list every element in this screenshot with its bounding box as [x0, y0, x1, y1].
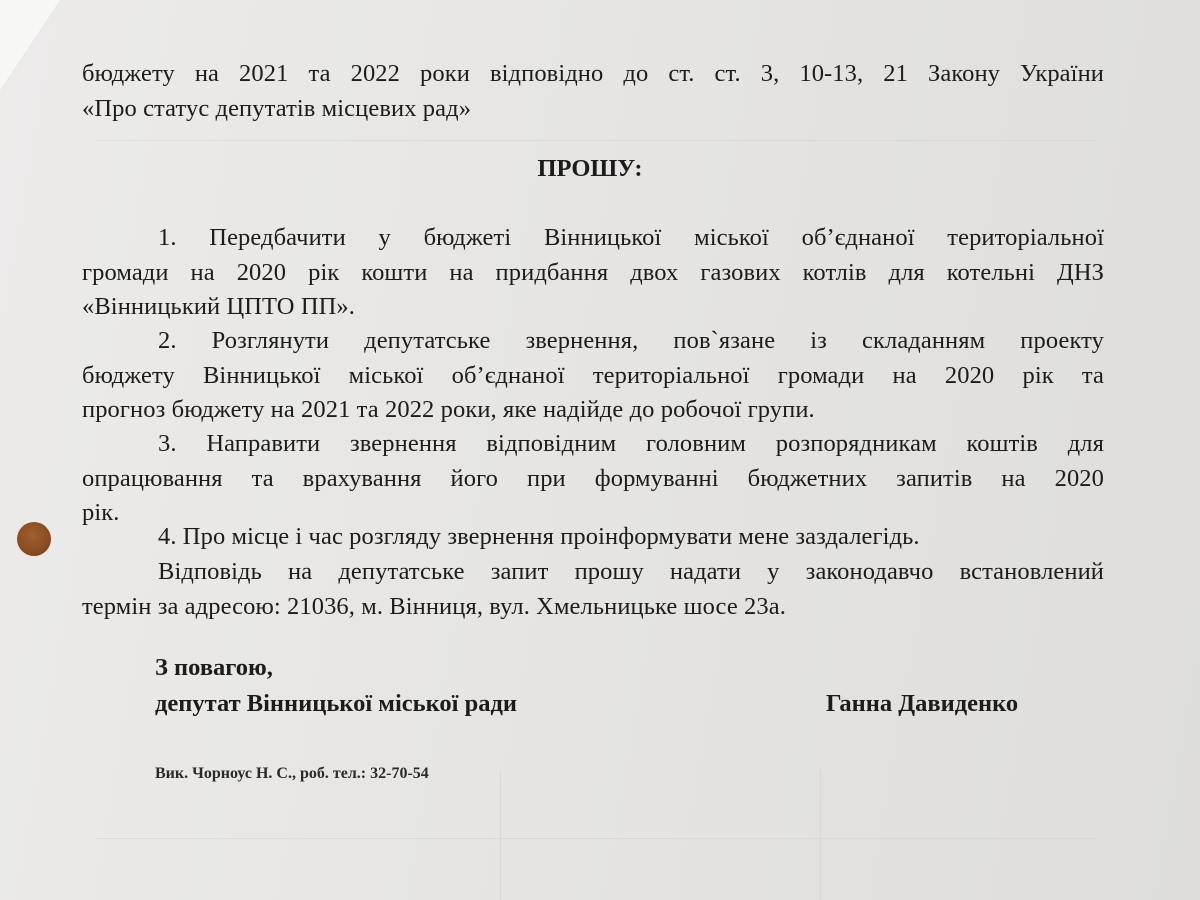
- bleed-line: [95, 838, 1095, 839]
- response-paragraph: [82, 555, 1104, 624]
- request-item-1: [82, 221, 1104, 325]
- closing-phrase: З повагою,: [155, 654, 273, 681]
- intro-line: бюджету на 2021 та 2022 роки відповідно до ст. ст. 3, 10-13, 21 Закону України: [82, 60, 1104, 87]
- request-item-2: [82, 324, 1104, 428]
- bleed-line: [820, 770, 821, 900]
- request-heading: ПРОШУ:: [537, 155, 643, 182]
- item-line: опрацювання та врахування його при формуванні бюджетних запитів на 2020: [82, 464, 1104, 492]
- bleed-line: [95, 140, 1095, 141]
- response-line: Відповідь на депутатське запит прошу надати у законодавчо встановлений: [158, 558, 1104, 585]
- bleed-line: [500, 770, 501, 900]
- item-line: бюджету Вінницької міської об’єднаної територіальної громади на 2020 рік та: [82, 361, 1104, 389]
- item-line: 1. Передбачити у бюджеті Вінницької міської об’єднаної територіальної: [158, 224, 1104, 251]
- item-line: 3. Направити звернення відповідним головним розпорядникам коштів для: [158, 430, 1104, 457]
- executor-note: Вик. Чорноус Н. С., роб. тел.: 32-70-54: [155, 765, 429, 782]
- item-line: рік.: [82, 499, 120, 526]
- page-fold: [0, 0, 60, 90]
- item-line: «Вінницький ЦПТО ПП».: [82, 293, 355, 320]
- item-line: громади на 2020 рік кошти на придбання двох газових котлів для котельні ДНЗ: [82, 258, 1104, 286]
- signer-position: депутат Вінницької міської ради: [155, 690, 517, 717]
- item-line: 4. Про місце і час розгляду звернення проінформувати мене заздалегідь.: [158, 523, 920, 550]
- request-item-4: [82, 520, 1104, 555]
- item-line: 2. Розглянути депутатське звернення, пов`язане із складанням проекту: [158, 327, 1104, 354]
- intro-line: «Про статус депутатів місцевих рад»: [82, 94, 472, 122]
- intro-paragraph: [82, 57, 1104, 126]
- signer-name: Ганна Давиденко: [826, 690, 1019, 717]
- punch-hole: [17, 522, 51, 556]
- item-line: прогноз бюджету на 2021 та 2022 роки, яке надійде до робочої групи.: [82, 396, 815, 423]
- response-line: термін за адресою: 21036, м. Вінниця, вул. Хмельницьке шосе 23а.: [82, 592, 786, 620]
- request-item-3: [82, 427, 1104, 531]
